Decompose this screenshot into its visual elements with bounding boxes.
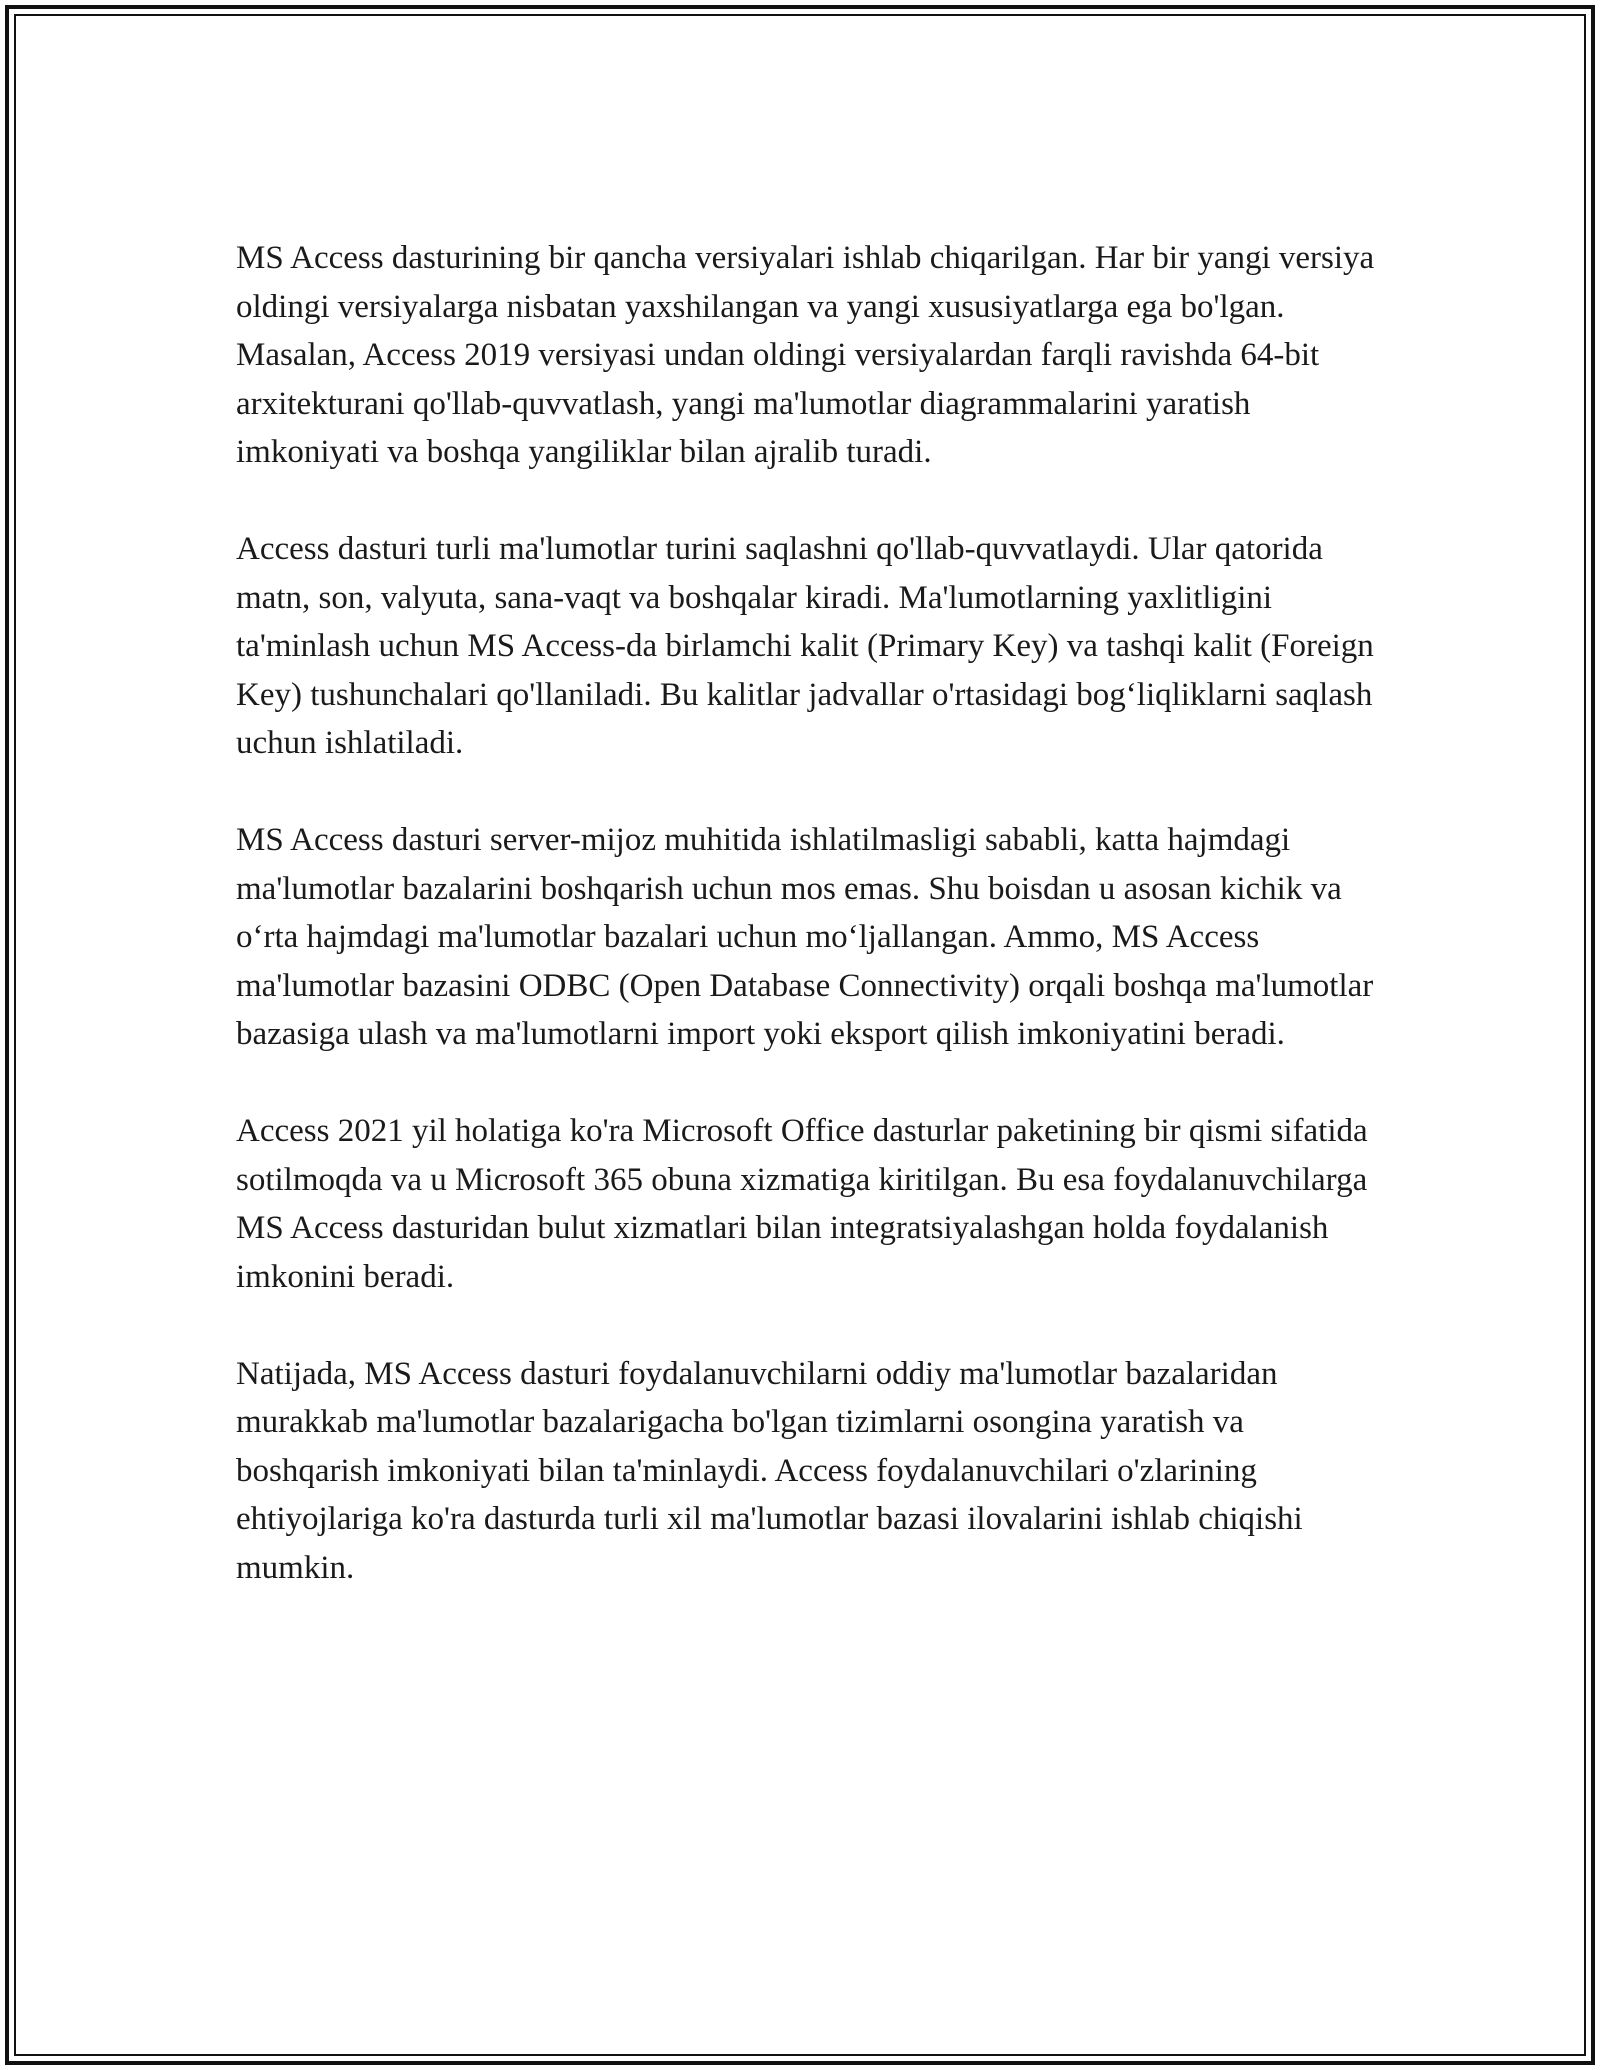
paragraph-limitations: MS Access dasturi server-mijoz muhitida ishlatilmasligi sababli, katta hajmdagi ma'lumotlar bazalarini boshqarish uchun mos emas. Shu boisdan u asosan kichik va o‘rta hajmdagi ma'lumotlar bazalari uchun mo‘ljallangan. Ammo, MS Access ma'lumotlar bazasini ODBC (Open Database Connectivity) orqali boshqa ma'lumotlar bazasiga ulash va ma'lumotlarni import yoki eksport qilish imkoniyatini beradi. [236,822,1374,1052]
paragraph-data-types: Access dasturi turli ma'lumotlar turini saqlashni qo'llab-quvvatlaydi. Ular qatorida matn, son, valyuta, sana-vaqt va boshqalar kiradi. Ma'lumotlarning yaxlitligini ta'minlash uchun MS Access-da birlamchi kalit (Primary Key) va tashqi kalit (Foreign Key) tushunchalari qo'llaniladi. Bu kalitlar jadvallar o'rtasidagi bog‘liqliklarni saqlash uchun ishlatiladi. [236,531,1374,761]
document-body [236,234,1376,1592]
paragraph-office-365: Access 2021 yil holatiga ko'ra Microsoft Office dasturlar paketining bir qismi sifatida sotilmoqda va u Microsoft 365 obuna xizmatiga kiritilgan. Bu esa foydalanuvchilarga MS Access dasturidan bulut xizmatlari bilan integratsiyalashgan holda foydalanish imkonini beradi. [236,1113,1368,1295]
paragraph-conclusion: Natijada, MS Access dasturi foydalanuvchilarni oddiy ma'lumotlar bazalaridan murakkab ma'lumotlar bazalarigacha bo'lgan tizimlarni osongina yaratish va boshqarish imkoniyati bilan ta'minlaydi. Access foydalanuvchilari o'zlarining ehtiyojlariga ko'ra dasturda turli xil ma'lumotlar bazasi ilovalarini ishlab chiqishi mumkin. [236,1355,1303,1586]
paragraph-versions: MS Access dasturining bir qancha versiyalari ishlab chiqarilgan. Har bir yangi versiya oldingi versiyalarga nisbatan yaxshilangan va yangi xususiyatlarga ega bo'lgan. Masalan, Access 2019 versiyasi undan oldingi versiyalardan farqli ravishda 64-bit arxitekturani qo'llab-quvvatlash, yangi ma'lumotlar diagrammalarini yaratish imkoniyati va boshqa yangiliklar bilan ajralib turadi. [236,240,1375,470]
